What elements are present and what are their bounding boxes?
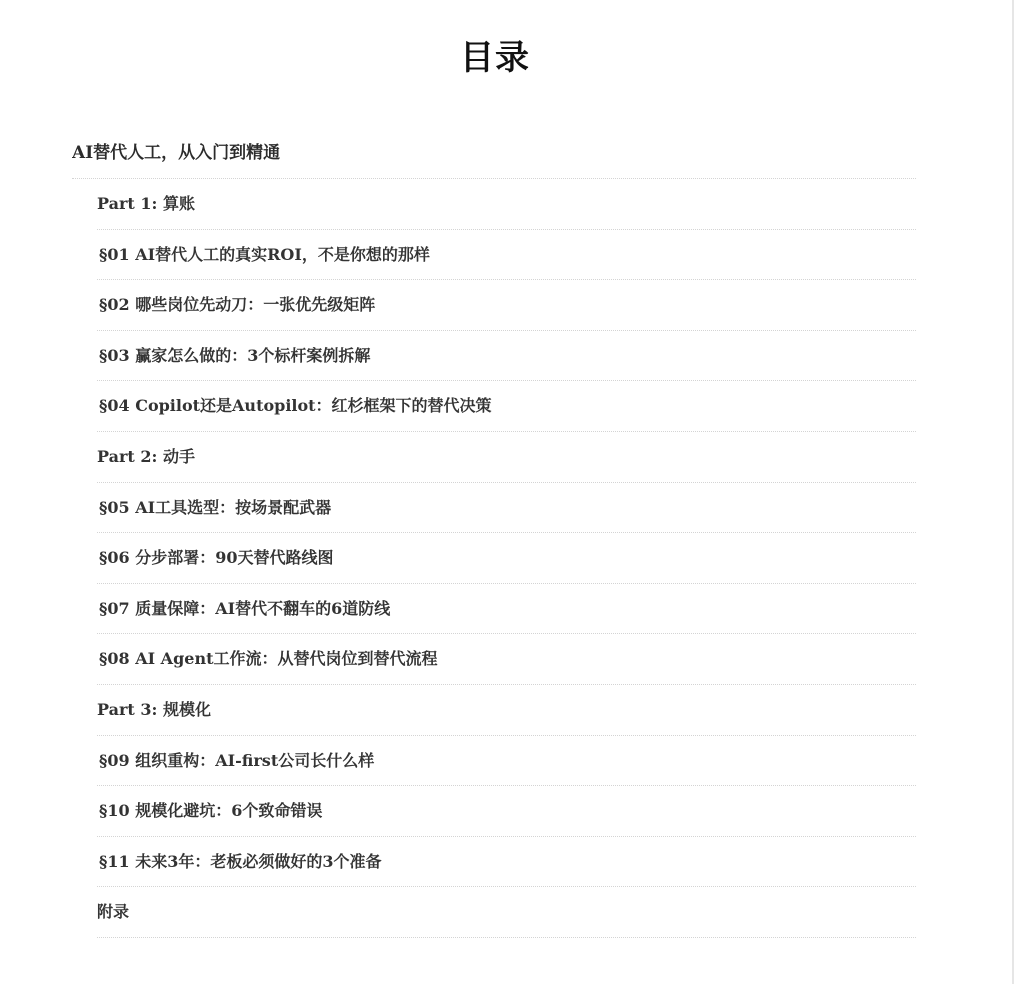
- toc-list: [72, 179, 916, 938]
- page-title: 目录: [460, 38, 530, 78]
- toc-item-appendix[interactable]: 附录: [97, 887, 916, 938]
- toc-item-chapter-02[interactable]: §02 哪些岗位先动刀：一张优先级矩阵: [97, 280, 916, 331]
- toc-item-chapter-01[interactable]: §01 AI替代人工的真实ROI，不是你想的那样: [97, 230, 916, 281]
- toc-item-chapter-04[interactable]: §04 Copilot还是Autopilot：红杉框架下的替代决策: [97, 381, 916, 432]
- toc-item-part-3[interactable]: Part 3: 规模化: [97, 685, 916, 736]
- toc-item-chapter-06[interactable]: §06 分步部署：90天替代路线图: [97, 533, 916, 584]
- toc-item-chapter-10[interactable]: §10 规模化避坑：6个致命错误: [97, 786, 916, 837]
- toc-item-chapter-05[interactable]: §05 AI工具选型：按场景配武器: [97, 483, 916, 534]
- book-title-link[interactable]: AI替代人工，从入门到精通: [72, 128, 916, 179]
- toc-item-part-2[interactable]: Part 2: 动手: [97, 432, 916, 483]
- toc-item-chapter-09[interactable]: §09 组织重构：AI-first公司长什么样: [97, 736, 916, 787]
- toc-item-part-1[interactable]: Part 1: 算账: [97, 179, 916, 230]
- toc-item-chapter-03[interactable]: §03 赢家怎么做的：3个标杆案例拆解: [97, 331, 916, 382]
- toc-item-chapter-07[interactable]: §07 质量保障：AI替代不翻车的6道防线: [97, 584, 916, 635]
- toc-item-chapter-08[interactable]: §08 AI Agent工作流：从替代岗位到替代流程: [97, 634, 916, 685]
- toc-item-chapter-11[interactable]: §11 未来3年：老板必须做好的3个准备: [97, 837, 916, 888]
- table-of-contents: [72, 128, 916, 938]
